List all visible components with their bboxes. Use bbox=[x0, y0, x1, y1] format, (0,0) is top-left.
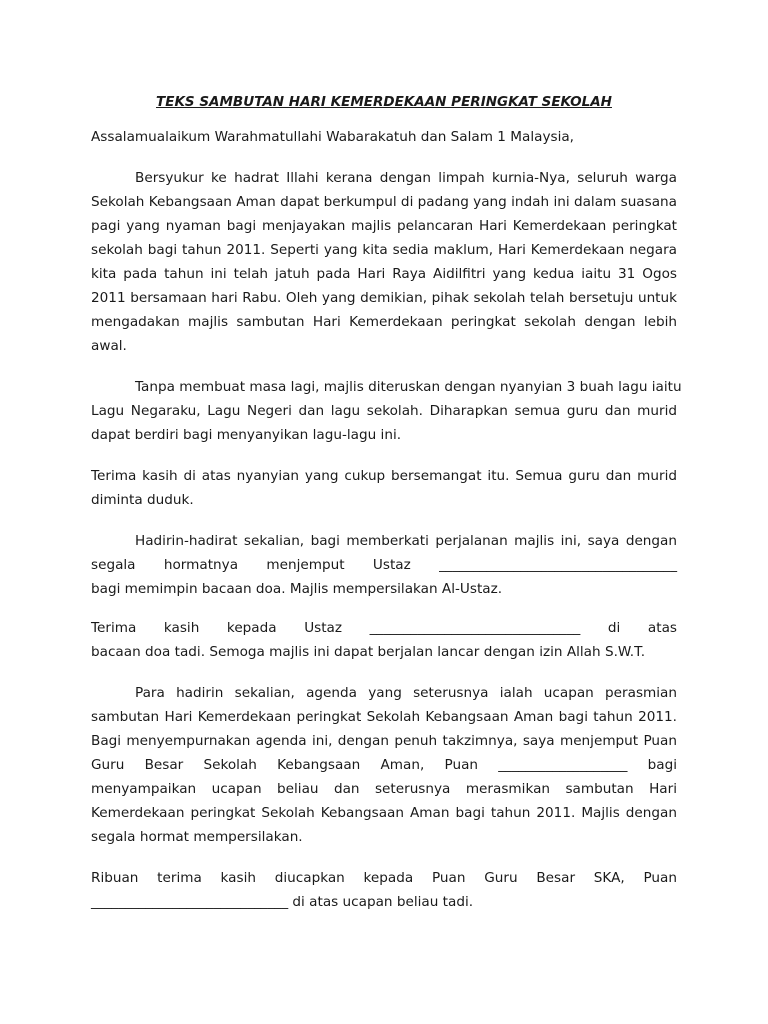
p4-line: segala hormatnya menjemput Ustaz ___________________________________ bbox=[91, 557, 677, 573]
p3-line: Terima kasih di atas nyanyian yang cukup bersemangat itu. Semua guru dan murid bbox=[91, 468, 677, 484]
p5-line: bacaan doa tadi. Semoga majlis ini dapat berjalan lancar dengan izin Allah S.W.T. bbox=[91, 644, 646, 660]
p2-line: dapat berdiri bagi menyanyikan lagu-lagu ini. bbox=[91, 427, 402, 443]
p6-line: Para hadirin sekalian, agenda yang seterusnya ialah ucapan perasmian bbox=[135, 685, 677, 701]
p1-line: kita pada tahun ini telah jatuh pada Hari Raya Aidilfitri yang kedua iaitu 31 Ogos bbox=[91, 266, 677, 282]
p4-line: Hadirin-hadirat sekalian, bagi memberkati perjalanan majlis ini, saya dengan bbox=[135, 533, 677, 549]
p3-line: diminta duduk. bbox=[91, 492, 194, 508]
p6-line: Guru Besar Sekolah Kebangsaan Aman, Puan ___________________ bagi bbox=[91, 757, 677, 773]
p2-line: Lagu Negaraku, Lagu Negeri dan lagu sekolah. Diharapkan semua guru dan murid bbox=[91, 403, 677, 419]
p7-line: _____________________________ di atas ucapan beliau tadi. bbox=[91, 894, 474, 910]
p1-line: Bersyukur ke hadrat Illahi kerana dengan limpah kurnia-Nya, seluruh warga bbox=[135, 170, 677, 186]
p6-line: menyampaikan ucapan beliau dan seterusnya merasmikan sambutan Hari bbox=[91, 781, 677, 797]
greeting: Assalamualaikum Warahmatullahi Wabarakatuh dan Salam 1 Malaysia, bbox=[91, 129, 574, 145]
p6-line: Bagi menyempurnakan agenda ini, dengan penuh takzimnya, saya menjemput Puan bbox=[91, 733, 677, 749]
p1-line: awal. bbox=[91, 338, 127, 354]
p5-line: Terima kasih kepada Ustaz _______________________________ di atas bbox=[91, 620, 677, 636]
p1-line: sekolah bagi tahun 2011. Seperti yang kita sedia maklum, Hari Kemerdekaan negara bbox=[91, 242, 677, 258]
p1-line: 2011 bersamaan hari Rabu. Oleh yang demikian, pihak sekolah telah bersetuju untuk bbox=[91, 290, 677, 306]
document-title: TEKS SAMBUTAN HARI KEMERDEKAAN PERINGKAT SEKOLAH bbox=[156, 94, 612, 110]
p2-line: Tanpa membuat masa lagi, majlis diteruskan dengan nyanyian 3 buah lagu iaitu bbox=[135, 379, 682, 395]
p1-line: mengadakan majlis sambutan Hari Kemerdekaan peringkat sekolah dengan lebih bbox=[91, 314, 677, 330]
p6-line: segala hormat mempersilakan. bbox=[91, 829, 303, 845]
p7-line: Ribuan terima kasih diucapkan kepada Puan Guru Besar SKA, Puan bbox=[91, 870, 677, 886]
p6-line: sambutan Hari Kemerdekaan peringkat Sekolah Kebangsaan Aman bagi tahun 2011. bbox=[91, 709, 677, 725]
p1-line: pagi yang nyaman bagi menjayakan majlis pelancaran Hari Kemerdekaan peringkat bbox=[91, 218, 677, 234]
p4-line: bagi memimpin bacaan doa. Majlis mempersilakan Al-Ustaz. bbox=[91, 581, 503, 597]
p1-line: Sekolah Kebangsaan Aman dapat berkumpul di padang yang indah ini dalam suasana bbox=[91, 194, 677, 210]
p6-line: Kemerdekaan peringkat Sekolah Kebangsaan Aman bagi tahun 2011. Majlis dengan bbox=[91, 805, 677, 821]
